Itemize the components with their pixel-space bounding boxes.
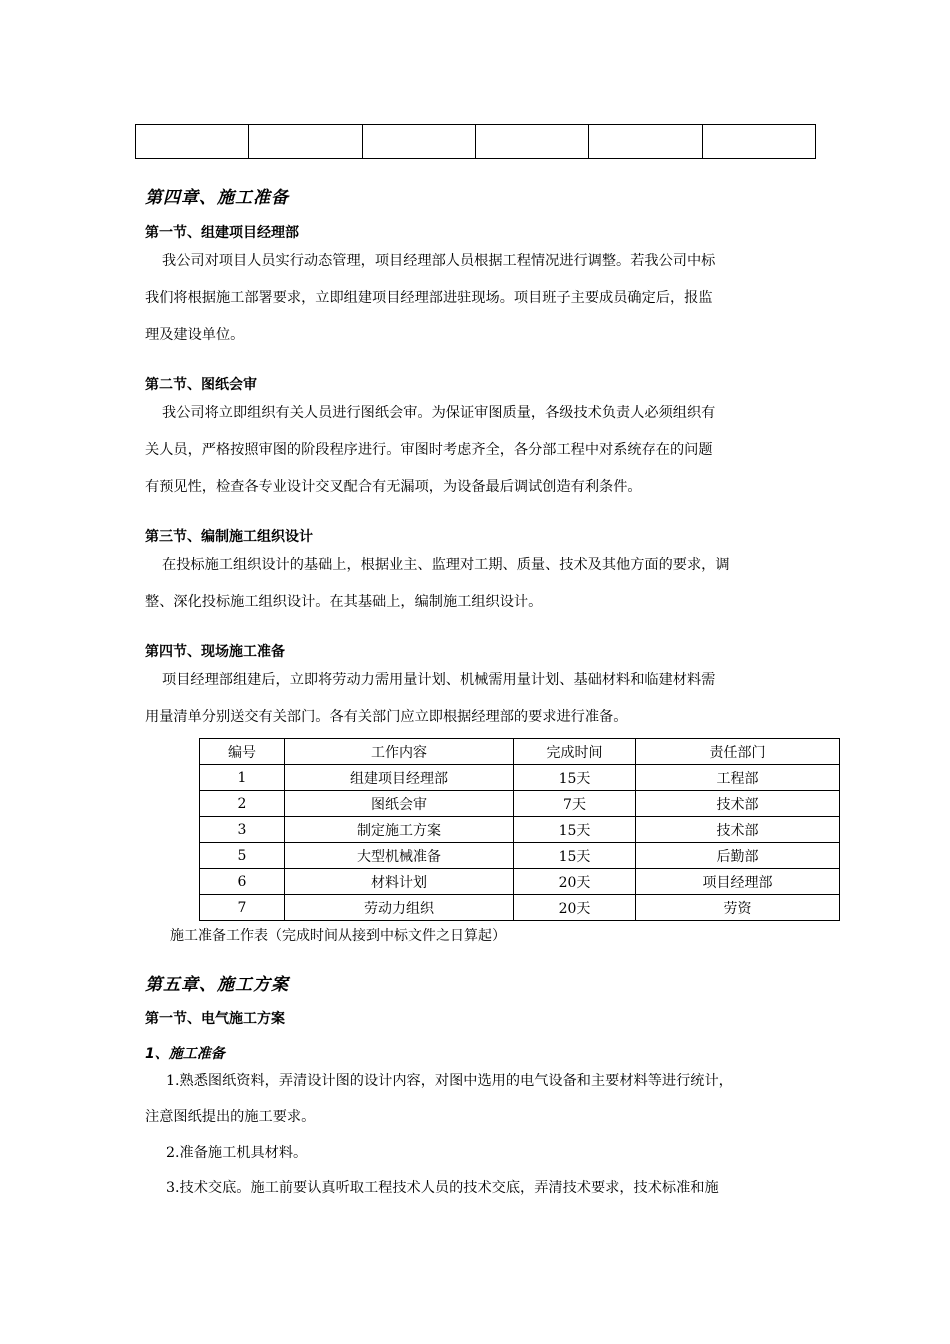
paragraph-line: 我公司对项目人员实行动态管理，项目经理部人员根据工程情况进行调整。若我公司中标 xyxy=(162,253,716,269)
table-cell: 技术部 xyxy=(636,791,840,817)
table-cell: 技术部 xyxy=(636,817,840,843)
list-item: 1.熟悉图纸资料，弄清设计图的设计内容，对图中选用的电气设备和主要材料等进行统计， xyxy=(166,1073,733,1089)
paragraph-line: 项目经理部组建后，立即将劳动力需用量计划、机械需用量计划、基础材料和临建材料需 xyxy=(162,672,716,688)
table-cell xyxy=(249,125,362,159)
table-cell: 20天 xyxy=(514,895,636,921)
table-cell: 5 xyxy=(200,843,285,869)
table-cell: 项目经理部 xyxy=(636,869,840,895)
column-header: 编号 xyxy=(200,739,285,765)
list-item: 2.准备施工机具材料。 xyxy=(166,1145,308,1161)
table-cell xyxy=(136,125,249,159)
table-cell: 3 xyxy=(200,817,285,843)
table-cell: 6 xyxy=(200,869,285,895)
table-cell: 材料计划 xyxy=(285,869,514,895)
section-3-title: 第三节、编制施工组织设计 xyxy=(145,529,313,545)
list-item: 注意图纸提出的施工要求。 xyxy=(145,1109,316,1125)
table-cell xyxy=(475,125,588,159)
table-row xyxy=(200,843,840,869)
table-row xyxy=(200,791,840,817)
subsection-title: 1、施工准备 xyxy=(145,1046,225,1062)
section-1-title: 第一节、组建项目经理部 xyxy=(145,225,299,241)
paragraph-line: 在投标施工组织设计的基础上，根据业主、监理对工期、质量、技术及其他方面的要求，调 xyxy=(162,557,730,573)
table-cell: 7 xyxy=(200,895,285,921)
section-4-title: 第四节、现场施工准备 xyxy=(145,644,285,660)
empty-table xyxy=(135,124,816,159)
table-row xyxy=(200,765,840,791)
paragraph-line: 关人员，严格按照审图的阶段程序进行。审图时考虑齐全，各分部工程中对系统存在的问题 xyxy=(145,442,713,458)
table-cell: 7天 xyxy=(514,791,636,817)
table-cell xyxy=(589,125,702,159)
section-2-title: 第二节、图纸会审 xyxy=(145,377,257,393)
column-header: 工作内容 xyxy=(285,739,514,765)
chapter-4-title: 第四章、施工准备 xyxy=(145,188,289,208)
paragraph-line: 有预见性，检查各专业设计交叉配合有无漏项，为设备最后调试创造有利条件。 xyxy=(145,479,642,495)
table-row xyxy=(136,125,816,159)
paragraph-line: 整、深化投标施工组织设计。在其基础上，编制施工组织设计。 xyxy=(145,594,543,610)
paragraph-line: 我公司将立即组织有关人员进行图纸会审。为保证审图质量，各级技术负责人必须组织有 xyxy=(162,405,716,421)
table-cell: 20天 xyxy=(514,869,636,895)
table-cell: 15天 xyxy=(514,765,636,791)
table-header-row xyxy=(200,739,840,765)
work-preparation-table xyxy=(199,738,840,921)
table-cell: 组建项目经理部 xyxy=(285,765,514,791)
table-cell: 2 xyxy=(200,791,285,817)
paragraph-line: 理及建设单位。 xyxy=(145,327,245,343)
table-row xyxy=(200,895,840,921)
section-electric-title: 第一节、电气施工方案 xyxy=(145,1011,285,1027)
paragraph-line: 我们将根据施工部署要求，立即组建项目经理部进驻现场。项目班子主要成员确定后，报监 xyxy=(145,290,713,306)
table-cell: 工程部 xyxy=(636,765,840,791)
table-cell: 劳资 xyxy=(636,895,840,921)
table-cell: 1 xyxy=(200,765,285,791)
column-header: 责任部门 xyxy=(636,739,840,765)
paragraph-line: 用量清单分别送交有关部门。各有关部门应立即根据经理部的要求进行准备。 xyxy=(145,709,628,725)
list-item: 3.技术交底。施工前要认真听取工程技术人员的技术交底，弄清技术要求，技术标准和施 xyxy=(166,1180,719,1196)
column-header: 完成时间 xyxy=(514,739,636,765)
chapter-5-title: 第五章、施工方案 xyxy=(145,975,289,995)
table-cell: 15天 xyxy=(514,817,636,843)
table-cell: 制定施工方案 xyxy=(285,817,514,843)
table-row xyxy=(200,869,840,895)
table-caption: 施工准备工作表（完成时间从接到中标文件之日算起） xyxy=(170,928,506,944)
table-cell: 劳动力组织 xyxy=(285,895,514,921)
table-cell xyxy=(362,125,475,159)
table-row xyxy=(200,817,840,843)
table-cell: 大型机械准备 xyxy=(285,843,514,869)
table-cell: 后勤部 xyxy=(636,843,840,869)
table-cell: 15天 xyxy=(514,843,636,869)
table-cell xyxy=(702,125,815,159)
table-cell: 图纸会审 xyxy=(285,791,514,817)
